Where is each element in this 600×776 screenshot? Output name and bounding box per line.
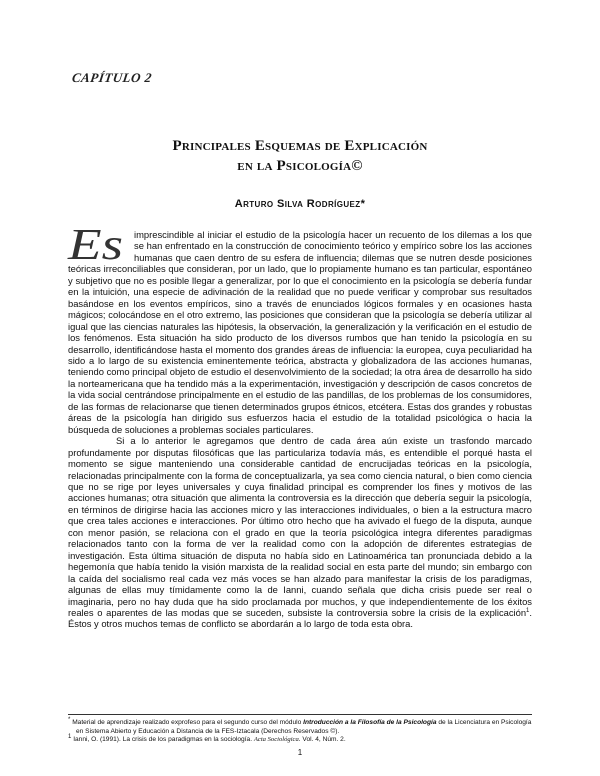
paragraph-2-text: Si a lo anterior le agregamos que dentro de cada área aún existe un trasfondo marcado profundamente por disputas filosóficas que las particulariza todavía más, es entendible el porqué hasta el momento se sigue manteniendo una considerable cantidad de encrucijadas teóricas en la psicología, relacionadas principalmente con la forma de conceptualizarla, ya sea como ciencia natural, o bien como ciencia que no se rige por leyes universales y cuya finalidad principal es comprender los fines y motivos de las acciones humanas; otra situación que alimenta la controversia es la dirección que debería seguir la psicología, en términos de dirigirse hacia las acciones micro y las interacciones individuales, o bien a la estructura macro que crea tales acciones e interacciones. Por último otro hecho que ha avivado el fuego de la disputa, aunque con menor pasión, se relaciona con el grado en que la teoría psicológica integra diferentes paradigmas relacionados tanto con la forma de ver la realidad como con la adopción de diferentes estrategias de investigación. Esta última situación de disputa no había sido en Latinoamérica tan pronunciada debido a la hegemonía que había tenido la visión marxista de la realidad social en esta parte del mundo; sin embargo con la caída del socialismo real cada vez más voces se han alzado para manifestar la crisis de los paradigmas, algunas de ellas muy tímidamente como la de Ianni, cuando señala que dicha crisis puede ser real o imaginaria, pero no hay duda que ha sido proclamada por muchos, y que independientemente de los éxitos reales o aparentes de las modas que se suceden, subsiste la controversia sobre la crisis de la explicación: [68, 435, 532, 618]
paragraph-2-text-end: . Éstos y otros muchos temas de conflicto se abordarán a lo largo de toda esta obra.: [68, 606, 532, 630]
page-number: 1: [297, 748, 303, 757]
footnote-ref-1[interactable]: 1: [526, 607, 530, 614]
paragraph-1: [68, 220, 532, 435]
drop-cap: Es: [68, 220, 123, 269]
footnote-italic-title: Introducción a la Filosofía de la Psicología: [303, 719, 437, 726]
page-title: [0, 136, 600, 176]
footnote-star: * Material de aprendizaje realizado exprofeso para el segundo curso del módulo Introducción a la Filosofía de la Psicología de la Licenciatura en Psicología en Sistema Abierto y Educación a Distancia de la FES-Iztacala (Derechos Reservados ©).: [68, 716, 532, 735]
chapter-label: CAPÍTULO 2: [71, 70, 153, 85]
author-name: Arturo Silva Rodríguez*: [234, 198, 366, 210]
paragraph-1-text: imprescindible al iniciar el estudio de la psicología hacer un recuento de los dilemas a los que se han enfrentado en la construcción de conocimiento teórico y empírico sobre los las acciones humanas que caen dentro de su esfera de influencia; dilemas que se nutren desde posiciones teóricas irreconciliables que consideran, por un lado, que lo propiamente humano es tan particular, espontáneo y subjetivo que no es posible llegar a generalizar, por lo que el conocimiento en la psicología se debería fundar en la intuición, una especie de adivinación de la realidad que no puede verificar y comprobar sus resultados basándose en los eventos empíricos, sino a través de enunciados lógicos formales y en ocasiones hasta mágicos; colocándose en el otro extremo, las posiciones que consideran que la psicología se debería utilizar al igual que las ciencias naturales las hipótesis, la observación, la generalización y la verificación en el estudio de los fenómenos. Esta situación ha sido producto de los diversos rumbos que han tenido la psicología en su desarrollo, identificándose hasta el momento dos grandes áreas de influencia: la europea, cuya peculiaridad ha sido a lo largo de su existencia eminentemente teórica, abstracta y globalizadora de las acciones humanas, teniendo como principal objeto de estudio el desenvolvimiento de la sociedad; la otra área de desarrollo ha sido la norteamericana que ha tendido más a la experimentación, investigación y descripción de casos concretos de la vida social centrándose principalmente en el estudio de las pandillas, de los problemas de los consumidores, de las formas de relacionarse que tienen determinados grupos étnicos, etcétera. Estas dos grandes y robustas áreas de la psicología han dirigido sus esfuerzos hacia el estudio de la totalidad psicológica o hacia la búsqueda de soluciones a problemas sociales particulares.: [68, 229, 532, 435]
footnotes: [68, 716, 532, 745]
title-line-1: Principales Esquemas de Explicación: [172, 138, 428, 154]
body-text: [68, 220, 532, 630]
footnote-marker-star: *: [68, 716, 71, 723]
footnote-divider: [68, 714, 532, 715]
footnote-marker-1: 1: [68, 734, 72, 740]
paragraph-2: [68, 435, 532, 630]
footnote-journal: Acta Sociológica: [253, 736, 299, 744]
footnote-1: $^1$ Ianni, O. (1991). La crisis de los paradigmas en la sociología. Acta Sociológica. Vol. 4, Núm. 2.: [68, 734, 346, 744]
title-line-2: en la Psicología©: [237, 158, 363, 174]
